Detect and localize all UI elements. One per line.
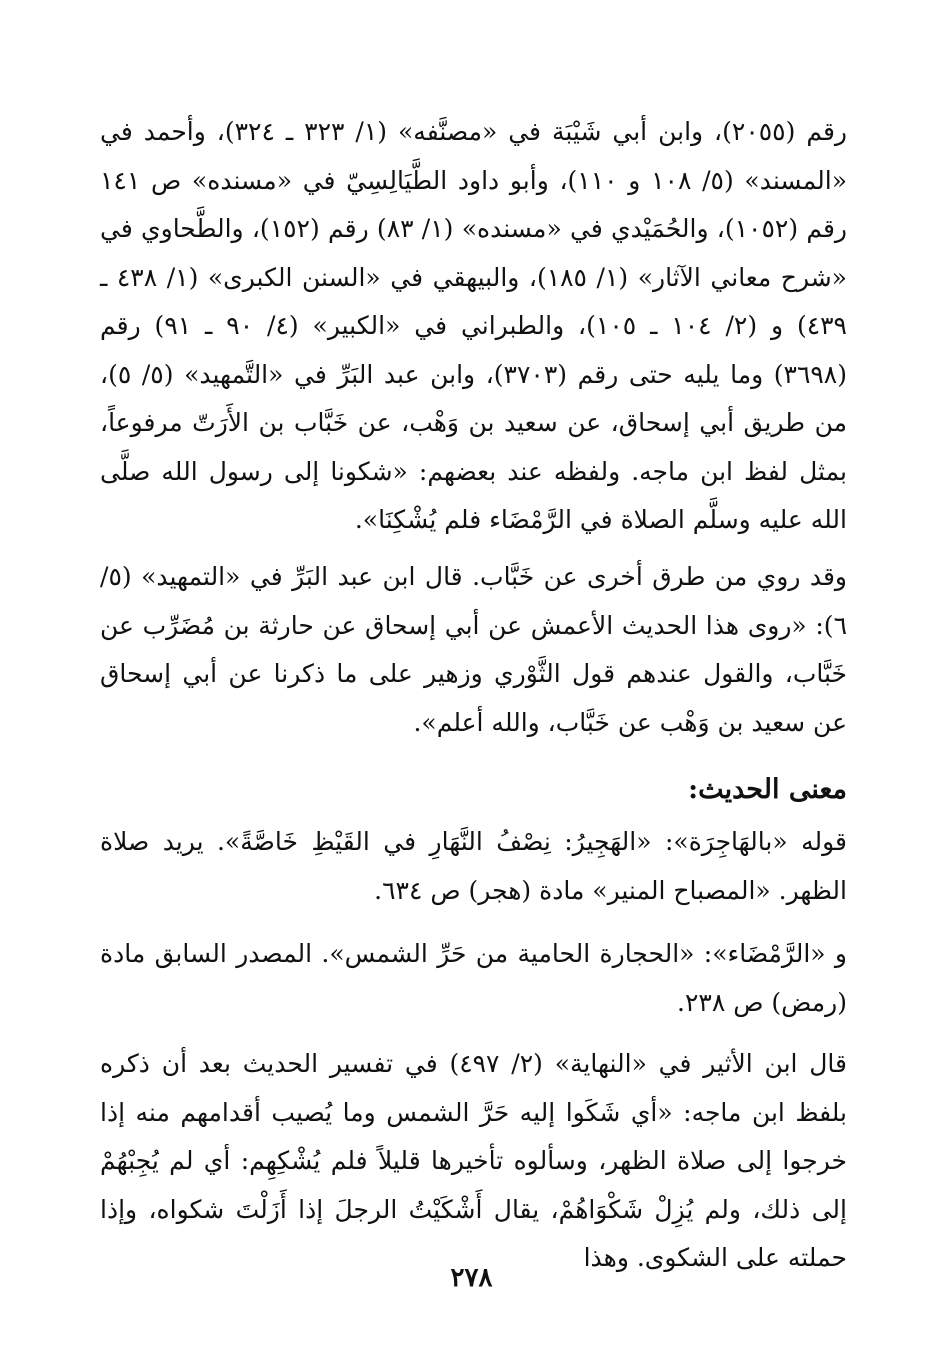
ibn-athir-paragraph: [100, 1040, 847, 1283]
additional-routes-paragraph: [100, 553, 847, 747]
paragraph-text: و «الرَّمْضَاء»: «الحجارة الحامية من حَرِّ الشمس». المصدر السابق مادة (رمض) ص ٢٣٨.: [100, 939, 847, 1017]
paragraph-text: قال ابن الأثير في «النهاية» (٢/ ٤٩٧) في تفسير الحديث بعد أن ذكره بلفظ ابن ماجه: «أي شَكَوا إليه حَرَّ الشمس وما يُصيب أقدامهم منه إذا خرجوا إلى صلاة الظهر، وسألوه تأخيرها قليلاً فلم يُشْكِهِم: أي لم يُجِبْهُمْ إلى ذلك، ولم يُزِلْ شَكْوَاهُمْ، يقال أَشْكَيْتُ الرجلَ إذا أَزَلْتَ شكواه، وإذا حملته على الشكوى. وهذا: [100, 1049, 847, 1272]
section-heading: معنى الحديث:: [688, 774, 847, 805]
paragraph-text: قوله «بالهَاجِرَة»: «الهَجِيرُ: نِصْفُ النَّهَارِ في القَيْظِ خَاصَّةً». يريد صلاة الظهر. «المصباح المنير» مادة (هجر) ص ٦٣٤.: [100, 827, 847, 905]
definition-paragraph-hajira: [100, 818, 847, 915]
paragraph-text: رقم (٢٠٥٥)، وابن أبي شَيْبَة في «مصنَّفه» (١/ ٣٢٣ ـ ٣٢٤)، وأحمد في «المسند» (٥/ ١٠٨ و ١١٠)، وأبو داود الطَّيَالِسِيّ في «مسنده» ص ١٤١ رقم (١٠٥٢)، والحُمَيْدي في «مسنده» (١/ ٨٣) رقم (١٥٢)، والطَّحاوي في «شرح معاني الآثار» (١/ ١٨٥)، والبيهقي في «السنن الكبرى» (١/ ٤٣٨ ـ ٤٣٩) و (٢/ ١٠٤ ـ ١٠٥)، والطبراني في «الكبير» (٤/ ٩٠ ـ ٩١) رقم (٣٦٩٨) وما يليه حتى رقم (٣٧٠٣)، وابن عبد البَرِّ في «التَّمهيد» (٥/ ٥)، من طريق أبي إسحاق، عن سعيد بن وَهْب، عن خَبَّاب بن الأَرَتّ مرفوعاً، بمثل لفظ ابن ماجه. ولفظه عند بعضهم: «شكونا إلى رسول الله صلَّى الله عليه وسلَّم الصلاة في الرَّمْضَاء فلم يُشْكِنَا».: [100, 117, 848, 534]
citation-paragraph: [100, 108, 847, 545]
paragraph-text: وقد روي من طرق أخرى عن خَبَّاب. قال ابن عبد البَرِّ في «التمهيد» (٥/ ٦): «روى هذا الحديث الأعمش عن أبي إسحاق عن حارثة بن مُضَرِّب عن خَبَّاب، والقول عندهم قول الثَّوْري وزهير على ما ذكرنا عن أبي إسحاق عن سعيد بن وَهْب عن خَبَّاب، والله أعلم».: [100, 562, 847, 737]
page-number: ٢٧٨: [450, 1263, 493, 1293]
definition-paragraph-ramda: [100, 930, 847, 1027]
